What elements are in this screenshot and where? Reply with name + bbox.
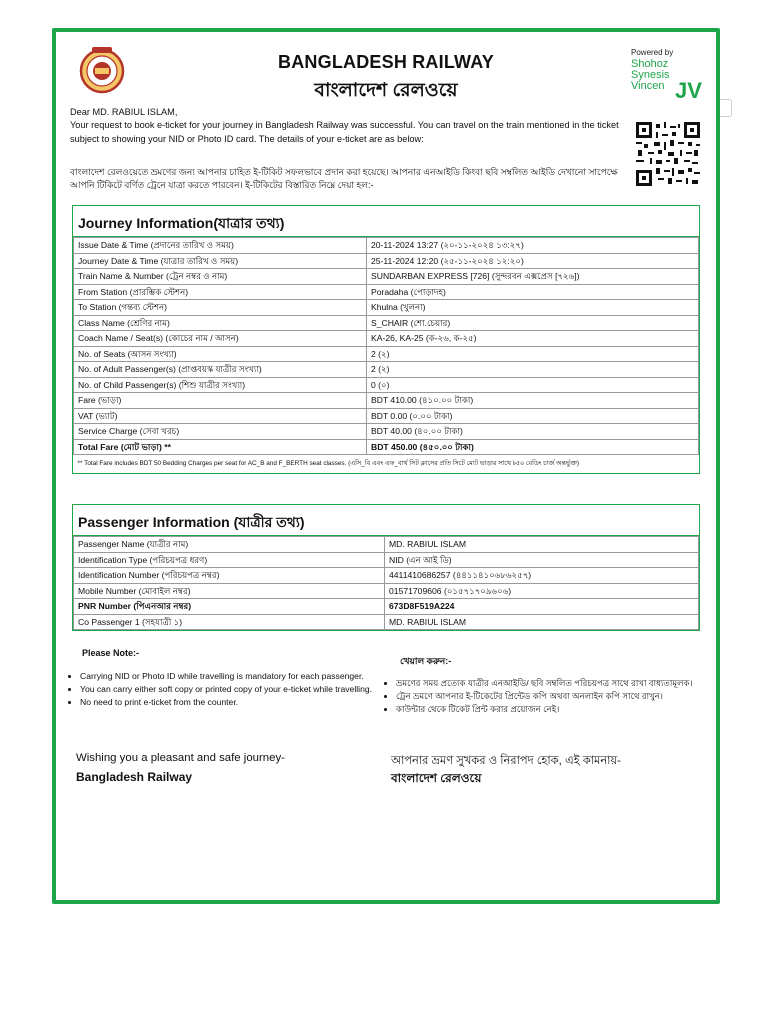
journey-label: Coach Name / Seat(s) (কোচের নাম / আসন) [74,331,367,347]
passenger-label: PNR Number (পিএনআর নম্বর) [74,599,385,615]
journey-row [74,238,699,254]
journey-label: Journey Date & Time (যাত্রার তারিখ ও সময়) [74,253,367,269]
journey-value: S_CHAIR (শো.চেয়ার) [367,315,699,331]
partner-name-line3: Vincen [631,80,665,92]
powered-by-label: Powered by [631,48,674,57]
note-title-bangla: খেয়াল করুন:- [400,656,452,666]
journey-value: 20-11-2024 13:27 (২০-১১-২০২৪ ১৩:২৭) [367,238,699,254]
journey-table [73,237,699,473]
e-ticket-document [52,28,720,904]
passenger-label: Passenger Name (যাত্রীর নাম) [74,537,385,553]
journey-information-section [72,205,700,474]
journey-value: 2 (২) [367,346,699,362]
note-item-english: • Carrying NID or Photo ID while travelling is mandatory for each passenger. [80,670,386,683]
intro-english [70,106,630,146]
journey-label: Class Name (শ্রেণির নাম) [74,315,367,331]
journey-value: Khulna (খুলনা) [367,300,699,316]
passenger-value: 673D8F519A224 [385,599,699,615]
passenger-row [74,537,699,553]
passenger-row [74,568,699,584]
closing-signature-bangla: বাংলাদেশ রেলওয়ে [391,771,482,785]
note-list-bangla [386,677,708,716]
journey-row [74,331,699,347]
journey-label: Issue Date & Time (প্রদানের তারিখ ও সময়) [74,238,367,254]
note-item-english: • No need to print e-ticket from the counter. [80,696,386,709]
journey-information-heading: Journey Information(যাত্রার তথ্য) [73,206,699,237]
journey-value: 2 (২) [367,362,699,378]
passenger-label: Mobile Number (মোবাইল নম্বর) [74,583,385,599]
journey-row [74,362,699,378]
passenger-row [74,583,699,599]
powered-by-block [631,48,711,103]
total-fare-row [74,439,699,455]
note-item-bangla: • ট্রেন ভ্রমণে আপনার ই-টিকেটের প্রিন্টেড কপি অথবা অনলাইন কপি সাথে রাখুন। [396,690,708,703]
intro-text-bangla: বাংলাদেশ রেলওয়েতে ভ্রমণের জন্য আপনার চাহিত ই-টিকিট সফলভাবে প্রদান করা হয়েছে। আপনার এনআইডি কিংবা ছবি সম্বলিত আইডি দেখানো সাপেক্ষে আপনি টিকিটে বর্ণিত ট্রেনে যাত্রা করতে পারবেন। ই-টিকিটের বিস্তারিত নিম্নে দেয়া হল:- [70,167,618,190]
journey-label: From Station (প্রারম্ভিক স্টেশন) [74,284,367,300]
passenger-value: 4411410686257 (৪৪১১৪১০৬৮৬২৫৭) [385,568,699,584]
passenger-row [74,599,699,615]
journey-value: 0 (০) [367,377,699,393]
fare-footnote-row [74,455,699,474]
journey-row [74,300,699,316]
passenger-value: NID (এন আই ডি) [385,552,699,568]
intro-text-english: Your request to book e-ticket for your journey in Bangladesh Railway was successful. You can travel on the train mentioned in the ticket subject to showing your NID or Photo ID card. The details of your e-ticket are as below: [70,120,619,144]
passenger-value: 01571709606 (০১৫৭১৭০৯৬০৬) [385,583,699,599]
passenger-value: MD. RABIUL ISLAM [385,537,699,553]
title-english: BANGLADESH RAILWAY [278,52,494,72]
journey-row [74,393,699,409]
journey-value: BDT 410.00 (৪১০.০০ টাকা) [367,393,699,409]
journey-label: No. of Adult Passenger(s) (প্রাপ্তবয়স্ক যাত্রীর সংখ্যা) [74,362,367,378]
journey-value: BDT 0.00 (০.০০ টাকা) [367,408,699,424]
note-title-english: Please Note:- [82,648,140,658]
journey-value: BDT 40.00 (৪০.০০ টাকা) [367,424,699,440]
closing-wish-bangla: আপনার ভ্রমণ সুখকর ও নিরাপদ হোক, এই কামনায়- [391,755,621,767]
journey-label: No. of Seats (আসন সংখ্যা) [74,346,367,362]
journey-label: VAT (ভ্যাট) [74,408,367,424]
journey-value: Poradaha (পোড়াদহ) [367,284,699,300]
total-fare-value: BDT 450.00 (৪৫০.০০ টাকা) [367,439,699,455]
passenger-label: Co Passenger 1 (সহযাত্রী ১) [74,614,385,630]
note-list-english [70,670,386,709]
title-bangla: বাংলাদেশ রেলওয়ে [314,80,458,101]
journey-label: No. of Child Passenger(s) (শিশু যাত্রীর সংখ্যা) [74,377,367,393]
closing-signature-english: Bangladesh Railway [76,770,193,784]
passenger-information-heading: Passenger Information (যাত্রীর তথ্য) [73,505,699,536]
qr-code-icon [636,122,700,186]
partner-name-line1: Shohoz [631,58,669,70]
partner-suffix: JV [675,78,702,103]
fare-footnote: ** Total Fare includes BDT 50 Bedding Charges per seat for AC_B and F_BERTH seat classes. (এসি_বি এবং এফ_বার্থ সিট ক্লাসের প্রতি সিটে মোট ভাড়ার সাথে ৳৫০ বেডিং চার্জ অন্তর্ভুক্ত) [74,455,699,474]
note-item-bangla: • কাউন্টার থেকে টিকেট প্রিন্ট করার প্রয়োজন নেই। [396,703,708,716]
passenger-row [74,614,699,630]
journey-value: SUNDARBAN EXPRESS [726] (সুন্দরবন এক্সপ্রেস [৭২৬]) [367,269,699,285]
journey-row [74,253,699,269]
journey-label: To Station (গন্তব্য স্টেশন) [74,300,367,316]
note-item-bangla: • ভ্রমণের সময় প্রত্যেক যাত্রীর এনআইডি/ ছবি সম্বলিত পরিচয়পত্র সাথে রাখা বাধ্যতামূলক। [396,677,708,690]
note-item-english: • You can carry either soft copy or printed copy of your e-ticket while travelling. [80,683,386,696]
journey-row [74,346,699,362]
passenger-label: Identification Type (পরিচয়পত্র ধরণ) [74,552,385,568]
journey-row [74,377,699,393]
journey-row [74,424,699,440]
passenger-information-section [72,504,700,631]
journey-value: 25-11-2024 12:20 (২৫-১১-২০২৪ ১২:২০) [367,253,699,269]
journey-label: Service Charge (সেবা খরচ) [74,424,367,440]
journey-label: Fare (ভাড়া) [74,393,367,409]
passenger-table [73,536,699,630]
journey-row [74,284,699,300]
journey-row [74,315,699,331]
journey-row [74,408,699,424]
partner-name-line2: Synesis [631,69,670,81]
journey-value: KA-26, KA-25 (ক-২৬, ক-২৫) [367,331,699,347]
passenger-row [74,552,699,568]
greeting: Dear MD. RABIUL ISLAM, [70,107,178,117]
closing-wish-english: Wishing you a pleasant and safe journey- [76,752,285,764]
passenger-label: Identification Number (পরিচয়পত্র নম্বর) [74,568,385,584]
passenger-value: MD. RABIUL ISLAM [385,614,699,630]
journey-row [74,269,699,285]
total-fare-label: Total Fare (মোট ভাড়া) ** [74,439,367,455]
journey-label: Train Name & Number (ট্রেন নম্বর ও নাম) [74,269,367,285]
